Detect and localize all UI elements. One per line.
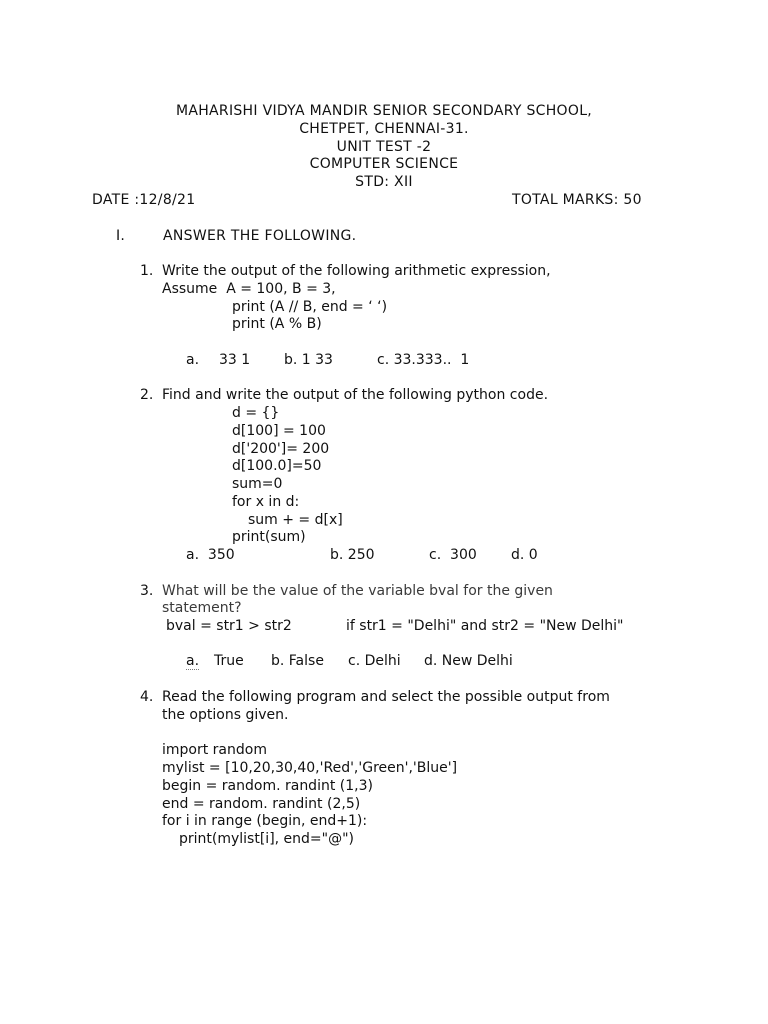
q4-text: Read the following program and select the possible output from <box>162 689 610 705</box>
subject-title: COMPUTER SCIENCE <box>309 156 459 172</box>
q4-code-line: begin = random. randint (1,3) <box>162 778 373 794</box>
section-title: ANSWER THE FOLLOWING. <box>163 228 357 244</box>
q1-number: 1. <box>140 263 154 279</box>
q1-code-line: print (A // B, end = ‘ ‘) <box>232 299 388 315</box>
total-marks: TOTAL MARKS: 50 <box>512 192 642 208</box>
std-label: STD: XII <box>355 174 413 190</box>
q3-number: 3. <box>140 583 154 599</box>
q2-code-line: d[100] = 100 <box>232 423 326 439</box>
q1-option-a-label: a. <box>186 352 200 368</box>
q4-code-line: end = random. randint (2,5) <box>162 796 361 812</box>
q2-code-line: sum=0 <box>232 476 283 492</box>
q3-statement: bval = str1 > str2 <box>166 618 292 634</box>
q2-code-line: d[100.0]=50 <box>232 458 322 474</box>
q2-option-b: b. 250 <box>330 547 375 563</box>
q3-text: What will be the value of the variable bval for the given <box>162 583 553 599</box>
q2-option-a: a. 350 <box>186 547 235 563</box>
q4-number: 4. <box>140 689 154 705</box>
q4-code-line: mylist = [10,20,30,40,'Red','Green','Blue'] <box>162 760 458 776</box>
q3-option-d: d. New Delhi <box>424 653 513 669</box>
q2-code-line: sum + = d[x] <box>248 512 343 528</box>
q2-code-line: print(sum) <box>232 529 306 545</box>
q3-option-a: True <box>214 653 244 669</box>
q1-option-b: b. 1 33 <box>284 352 333 368</box>
q1-assume: Assume A = 100, B = 3, <box>162 281 336 297</box>
q4-code-line: print(mylist[i], end="@") <box>179 831 354 847</box>
section-number: I. <box>116 228 126 244</box>
q2-option-d: d. 0 <box>511 547 538 563</box>
q1-option-c: c. 33.333.. 1 <box>377 352 470 368</box>
q3-text-continued: statement? <box>162 600 242 616</box>
q2-code-line: for x in d: <box>232 494 300 510</box>
q3-option-b: b. False <box>271 653 324 669</box>
q2-code-line: d['200']= 200 <box>232 441 330 457</box>
q4-text-continued: the options given. <box>162 707 289 723</box>
q2-option-c: c. 300 <box>429 547 477 563</box>
q4-code-line: for i in range (begin, end+1): <box>162 813 368 829</box>
school-address: CHETPET, CHENNAI-31. <box>299 121 469 137</box>
q2-code-line: d = {} <box>232 405 280 421</box>
q1-option-a: 33 1 <box>219 352 251 368</box>
school-name: MAHARISHI VIDYA MANDIR SENIOR SECONDARY SCHOOL, <box>175 103 593 119</box>
q1-text: Write the output of the following arithmetic expression, <box>162 263 551 279</box>
q4-code-line: import random <box>162 742 267 758</box>
q2-number: 2. <box>140 387 154 403</box>
date-label: DATE :12/8/21 <box>92 192 196 208</box>
q3-option-a-marker: a. <box>186 653 200 669</box>
q3-option-c: c. Delhi <box>348 653 401 669</box>
q2-text: Find and write the output of the following python code. <box>162 387 549 403</box>
q3-option-a-label <box>186 653 199 670</box>
test-title: UNIT TEST -2 <box>336 139 432 155</box>
q1-code-line: print (A % B) <box>232 316 322 332</box>
q3-condition: if str1 = "Delhi" and str2 = "New Delhi" <box>346 618 624 634</box>
